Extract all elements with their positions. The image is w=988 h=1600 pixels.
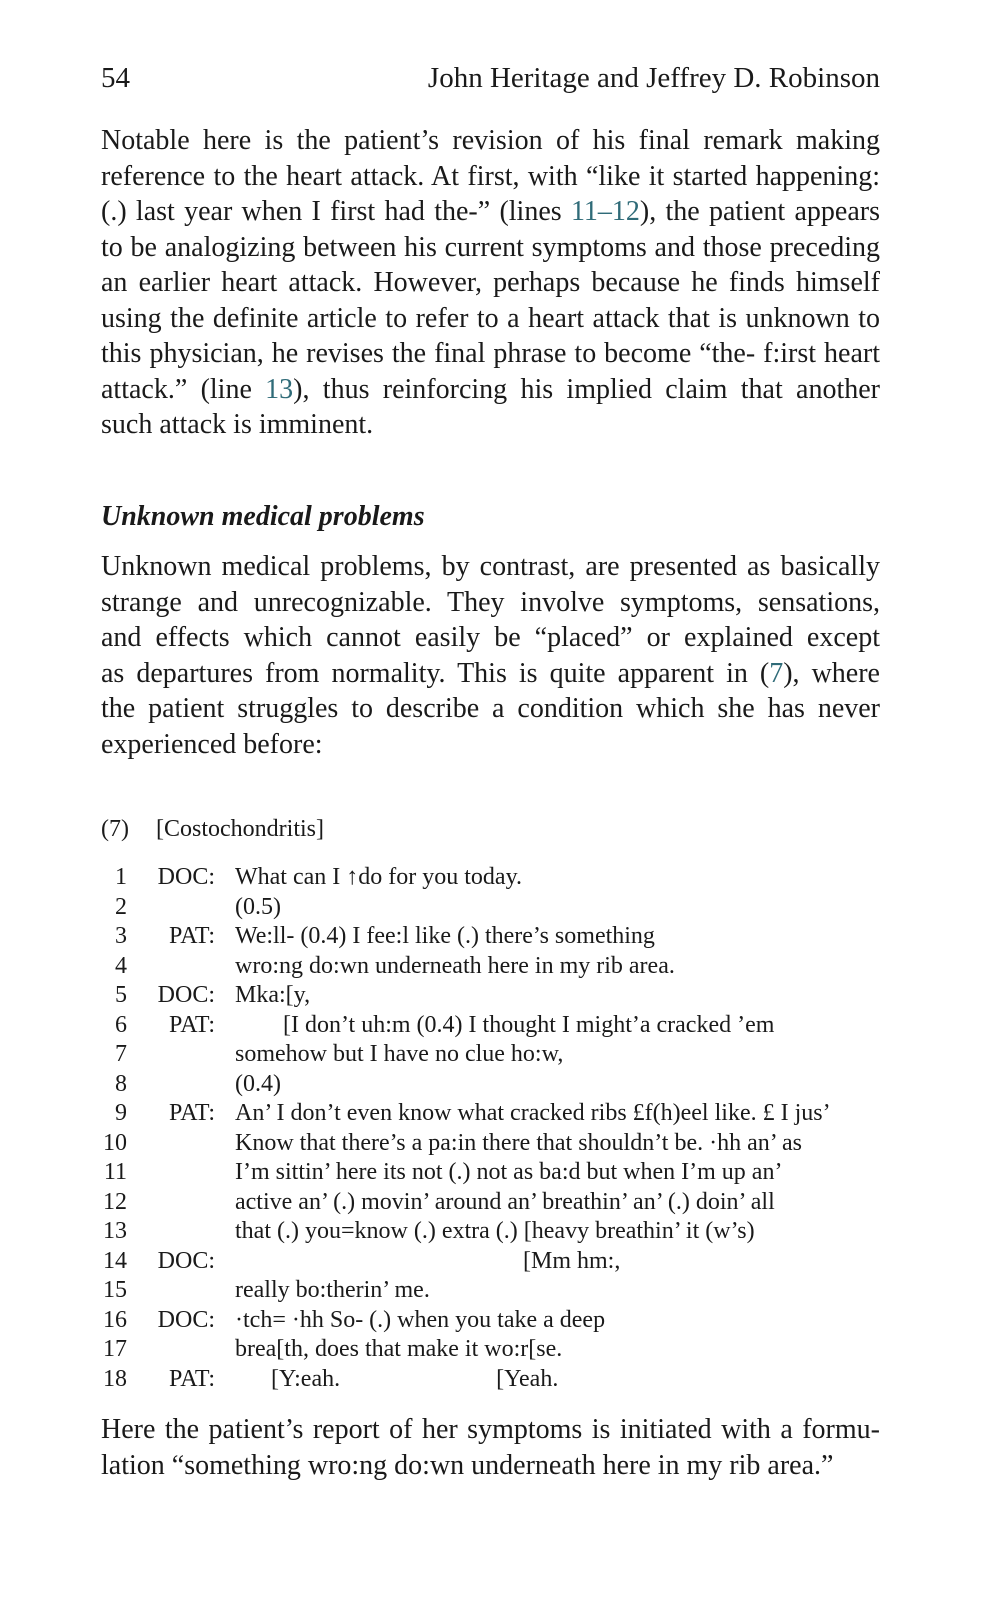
- line-reference-link[interactable]: 13: [265, 373, 294, 405]
- utterance: I’m sittin’ here its not (.) not as ba:d but when I’m up an’: [235, 1159, 783, 1185]
- example-reference-link[interactable]: 7: [769, 657, 784, 689]
- running-head: John Heritage and Jeffrey D. Robinson: [427, 62, 880, 94]
- transcript-line: [101, 1071, 901, 1101]
- line-number: 8: [115, 1070, 127, 1097]
- line-number: 13: [103, 1218, 127, 1244]
- text-line: to be analogizing between his current symptoms and those preceding: [101, 231, 880, 263]
- utterance: [I don’t uh:m (0.4) I thought I might’a cracked ’em: [235, 1011, 775, 1038]
- transcript-line: [101, 1189, 901, 1219]
- transcript-line: [101, 1041, 901, 1071]
- transcript-line: [101, 1366, 901, 1396]
- text-line: as departures from normality. This is quite apparent in (7), where: [101, 657, 880, 689]
- utterance: [Y:eah. [Yeah.: [235, 1365, 559, 1392]
- line-number: 15: [103, 1277, 127, 1303]
- paragraph-1: [101, 123, 880, 443]
- line-number: 16: [103, 1306, 127, 1333]
- line-number: 18: [103, 1365, 127, 1392]
- utterance: (0.4): [235, 1070, 281, 1097]
- line-number: 11: [103, 1159, 127, 1185]
- section-heading: Unknown medical problems: [101, 501, 425, 532]
- speaker-label: DOC:: [157, 1247, 215, 1274]
- line-number: 3: [115, 923, 127, 949]
- speaker-label: PAT:: [169, 1365, 215, 1392]
- speaker-label: DOC:: [157, 982, 215, 1008]
- page-header: [101, 62, 880, 98]
- line-number: 4: [115, 952, 127, 979]
- text-line: reference to the heart attack. At first, with “like it started happening:: [101, 160, 880, 192]
- transcript-line: [101, 923, 901, 953]
- page-number: 54: [101, 62, 130, 94]
- transcript-line: [101, 1012, 901, 1042]
- text-line: such attack is imminent.: [101, 409, 374, 440]
- utterance: (0.5): [235, 893, 281, 920]
- transcript-line: [101, 1159, 901, 1189]
- line-number: 14: [103, 1247, 127, 1274]
- text-line: lation “something wro:ng do:wn underneath here in my rib area.”: [101, 1449, 834, 1481]
- transcript-line: [101, 1248, 901, 1278]
- utterance: somehow but I have no clue ho:w,: [235, 1041, 564, 1067]
- text-line: this physician, he revises the final phrase to become “the- f:irst heart: [101, 338, 880, 369]
- transcript-line: [101, 1336, 901, 1366]
- utterance: What can I ↑do for you today.: [235, 864, 523, 890]
- text-line: and effects which cannot easily be “placed” or explained except: [101, 622, 880, 653]
- example-heading: [101, 816, 324, 843]
- speaker-label: DOC:: [157, 1306, 215, 1333]
- text-line: attack.” (line 13), thus reinforcing his implied claim that another: [101, 373, 880, 405]
- text-line: the patient struggles to describe a condition which she has never: [101, 693, 880, 724]
- line-number: 12: [103, 1188, 127, 1215]
- speaker-label: PAT:: [169, 1011, 215, 1038]
- line-number: 2: [115, 893, 127, 920]
- utterance: An’ I don’t even know what cracked ribs £f(h)eel like. £ I jus’: [235, 1100, 831, 1126]
- transcript-line: [101, 894, 901, 924]
- paragraph-3: [101, 1412, 880, 1483]
- transcript-line: [101, 1100, 901, 1130]
- transcript-line: [101, 982, 901, 1012]
- example-title: [Costochondritis]: [156, 816, 324, 842]
- line-number: 9: [115, 1100, 127, 1126]
- transcript: [101, 864, 901, 1395]
- paragraph-2: [101, 549, 880, 762]
- text-line: Unknown medical problems, by contrast, are presented as basically: [101, 551, 880, 582]
- utterance: that (.) you=know (.) extra (.) [heavy breathin’ it (w’s): [235, 1218, 755, 1244]
- utterance: brea[th, does that make it wo:r[se.: [235, 1336, 563, 1362]
- utterance: really bo:therin’ me.: [235, 1277, 430, 1303]
- text-line: an earlier heart attack. However, perhaps because he finds himself: [101, 267, 880, 298]
- text-line: experienced before:: [101, 728, 323, 760]
- speaker-label: DOC:: [157, 864, 215, 890]
- line-reference-link[interactable]: 11–12: [570, 196, 640, 227]
- transcript-line: [101, 1218, 901, 1248]
- utterance: [Mm hm:,: [235, 1247, 621, 1274]
- example-number: (7): [101, 816, 129, 842]
- transcript-line: [101, 1307, 901, 1337]
- line-number: 6: [115, 1011, 127, 1038]
- utterance: Know that there’s a pa:in there that shouldn’t be. ·hh an’ as: [235, 1129, 802, 1156]
- utterance: active an’ (.) movin’ around an’ breathin’ an’ (.) doin’ all: [235, 1188, 775, 1215]
- speaker-label: PAT:: [169, 1100, 215, 1126]
- transcript-line: [101, 1277, 901, 1307]
- utterance: ·tch= ·hh So- (.) when you take a deep: [235, 1306, 606, 1333]
- utterance: wro:ng do:wn underneath here in my rib area.: [235, 952, 675, 979]
- text-line: (.) last year when I first had the-” (lines 11–12), the patient appears: [101, 196, 880, 227]
- text-line: Notable here is the patient’s revision of his final remark making: [101, 125, 880, 156]
- text-line: Here the patient’s report of her symptoms is initiated with a formu-: [101, 1414, 880, 1445]
- line-number: 17: [103, 1336, 127, 1362]
- transcript-line: [101, 864, 901, 894]
- transcript-line: [101, 953, 901, 983]
- speaker-label: PAT:: [169, 923, 215, 949]
- text-line: strange and unrecognizable. They involve symptoms, sensations,: [101, 586, 880, 618]
- utterance: Mka:[y,: [235, 982, 311, 1008]
- line-number: 1: [115, 864, 127, 890]
- transcript-line: [101, 1130, 901, 1160]
- text-line: using the definite article to refer to a heart attack that is unknown to: [101, 302, 880, 334]
- line-number: 5: [115, 982, 127, 1008]
- utterance: We:ll- (0.4) I fee:l like (.) there’s something: [235, 923, 655, 949]
- line-number: 7: [115, 1041, 127, 1067]
- line-number: 10: [103, 1129, 127, 1156]
